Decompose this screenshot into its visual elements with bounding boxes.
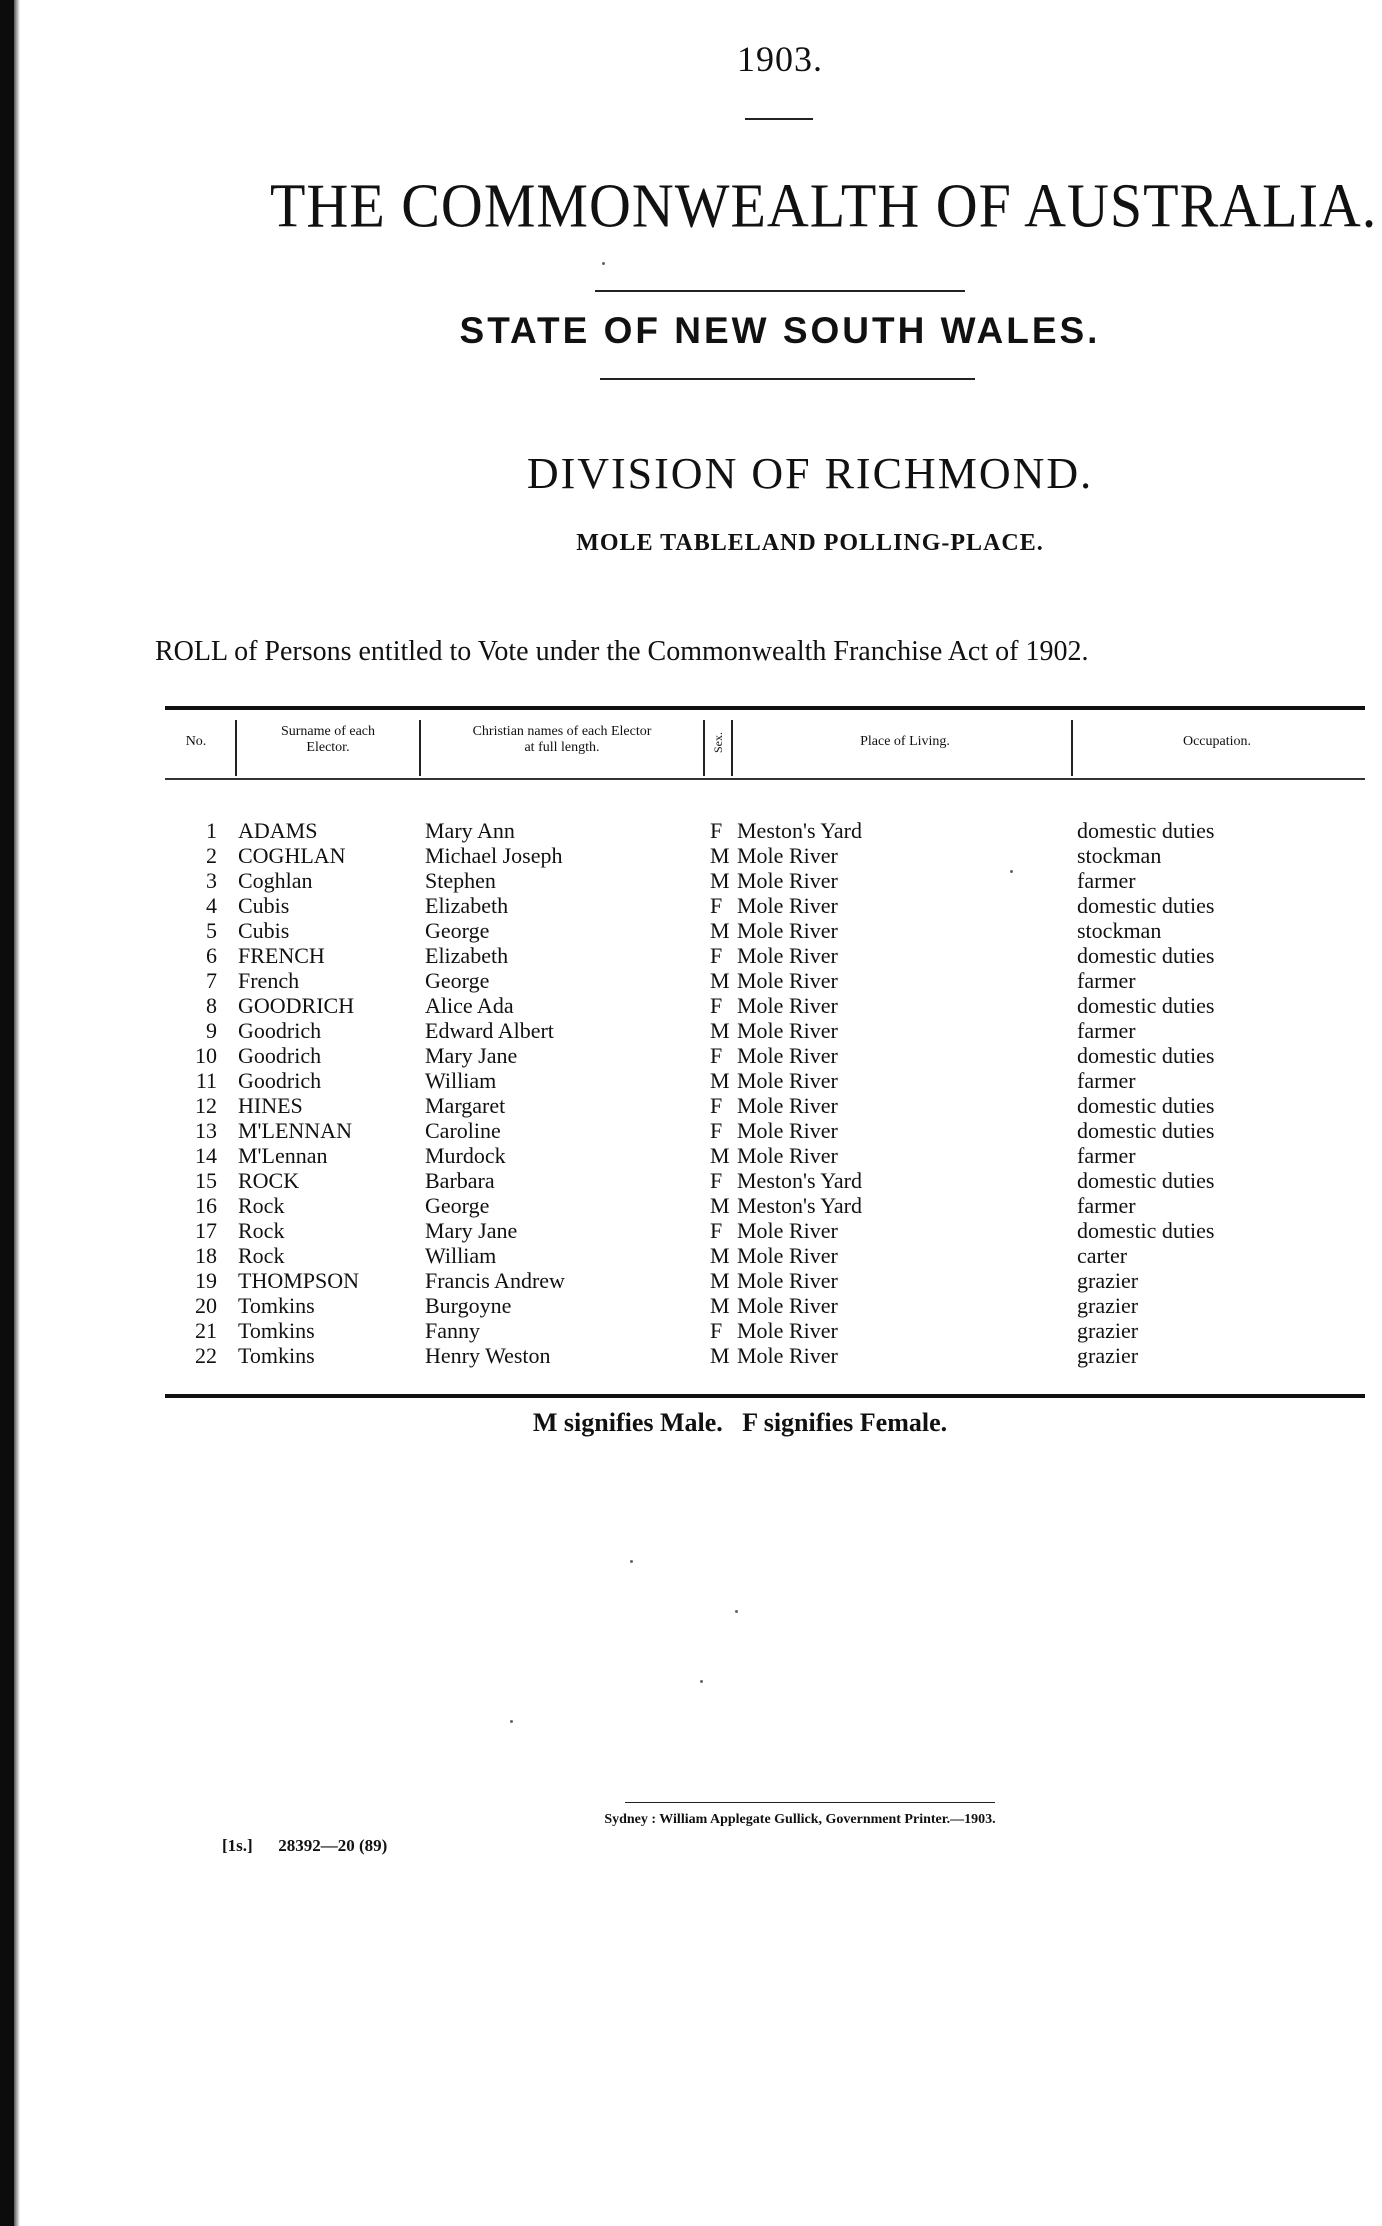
electoral-roll-table <box>165 706 1365 1398</box>
row-place: Mole River <box>737 1318 838 1343</box>
row-place: Mole River <box>737 868 838 893</box>
row-number: 1 <box>206 818 217 843</box>
row-christian-names: Francis Andrew <box>425 1268 565 1293</box>
row-place: Mole River <box>737 1043 838 1068</box>
row-occupation: farmer <box>1077 968 1136 993</box>
row-christian-names: George <box>425 968 490 993</box>
row-surname: Goodrich <box>238 1043 322 1068</box>
table-row <box>165 918 1365 943</box>
row-surname: COGHLAN <box>238 843 346 868</box>
row-surname: Tomkins <box>238 1343 315 1368</box>
row-christian-names: Mary Jane <box>425 1218 518 1243</box>
header-sex: Sex. <box>711 732 725 753</box>
row-number: 7 <box>206 968 217 993</box>
scan-speck <box>510 1720 513 1723</box>
row-sex: F <box>710 1168 723 1193</box>
row-surname: Rock <box>238 1218 285 1243</box>
division-heading: DIVISION OF RICHMOND. <box>526 449 1094 498</box>
row-surname: Cubis <box>238 893 290 918</box>
row-christian-names: Henry Weston <box>425 1343 551 1368</box>
printer-rule <box>625 1802 995 1803</box>
row-place: Mole River <box>737 843 838 868</box>
row-occupation: grazier <box>1077 1293 1139 1318</box>
table-row <box>165 1093 1365 1118</box>
row-sex: M <box>710 1018 730 1043</box>
row-sex: F <box>710 1043 723 1068</box>
year-rule <box>745 118 813 120</box>
row-sex: F <box>710 1318 723 1343</box>
row-place: Mole River <box>737 1068 838 1093</box>
row-christian-names: Alice Ada <box>425 993 514 1018</box>
row-sex: M <box>710 1343 730 1368</box>
row-surname: Goodrich <box>238 1018 322 1043</box>
row-christian-names: Burgoyne <box>425 1293 512 1318</box>
row-surname: FRENCH <box>238 943 325 968</box>
header-no: No. <box>185 734 207 749</box>
table-row <box>165 1043 1365 1068</box>
row-christian-names: Fanny <box>425 1318 480 1343</box>
row-number: 4 <box>206 893 217 918</box>
row-place: Mole River <box>737 943 838 968</box>
scan-speck <box>1010 870 1013 873</box>
table-row <box>165 968 1365 993</box>
scan-speck <box>602 262 605 265</box>
table-row <box>165 818 1365 843</box>
row-surname: Coghlan <box>238 868 313 893</box>
row-occupation: domestic duties <box>1077 1218 1215 1243</box>
row-surname: Rock <box>238 1243 285 1268</box>
row-christian-names: Elizabeth <box>425 893 509 918</box>
row-place: Mole River <box>737 1218 838 1243</box>
row-sex: F <box>710 1118 723 1143</box>
row-surname: M'Lennan <box>238 1143 328 1168</box>
scan-speck <box>630 1560 633 1563</box>
row-surname: Tomkins <box>238 1318 315 1343</box>
table-row <box>165 1318 1365 1343</box>
row-occupation: stockman <box>1077 843 1162 868</box>
header-divider <box>1071 720 1073 776</box>
row-number: 14 <box>195 1143 217 1168</box>
row-surname: HINES <box>238 1093 303 1118</box>
row-number: 21 <box>195 1318 217 1343</box>
row-christian-names: William <box>425 1068 497 1093</box>
row-occupation: domestic duties <box>1077 943 1215 968</box>
row-occupation: grazier <box>1077 1318 1139 1343</box>
header-divider <box>703 720 705 776</box>
table-row <box>165 1293 1365 1318</box>
row-occupation: farmer <box>1077 1143 1136 1168</box>
row-place: Mole River <box>737 1018 838 1043</box>
row-number: 19 <box>195 1268 217 1293</box>
binding-shadow <box>14 0 20 2226</box>
row-occupation: stockman <box>1077 918 1162 943</box>
row-surname: ROCK <box>238 1168 300 1193</box>
row-christian-names: Mary Ann <box>425 818 515 843</box>
table-row <box>165 1343 1365 1368</box>
row-place: Mole River <box>737 893 838 918</box>
table-row <box>165 943 1365 968</box>
table-row <box>165 1168 1365 1193</box>
row-number: 6 <box>206 943 217 968</box>
binding-edge <box>0 0 14 2226</box>
row-sex: M <box>710 918 730 943</box>
row-christian-names: Murdock <box>425 1143 506 1168</box>
row-place: Mole River <box>737 968 838 993</box>
state-rule <box>600 378 975 380</box>
row-christian-names: Margaret <box>425 1093 506 1118</box>
row-occupation: farmer <box>1077 1018 1136 1043</box>
row-occupation: domestic duties <box>1077 993 1215 1018</box>
header-occupation: Occupation. <box>1182 734 1252 749</box>
row-christian-names: Edward Albert <box>425 1018 554 1043</box>
row-occupation: grazier <box>1077 1343 1139 1368</box>
row-occupation: domestic duties <box>1077 1043 1215 1068</box>
row-christian-names: Barbara <box>425 1168 495 1193</box>
row-sex: F <box>710 943 723 968</box>
row-christian-names: William <box>425 1243 497 1268</box>
row-place: Mole River <box>737 1268 838 1293</box>
row-number: 16 <box>195 1193 217 1218</box>
table-row <box>165 843 1365 868</box>
row-occupation: domestic duties <box>1077 1118 1215 1143</box>
table-header <box>165 710 1365 778</box>
row-occupation: farmer <box>1077 1193 1136 1218</box>
row-place: Mole River <box>737 993 838 1018</box>
row-occupation: farmer <box>1077 868 1136 893</box>
table-row <box>165 1218 1365 1243</box>
row-number: 3 <box>206 868 217 893</box>
row-number: 9 <box>206 1018 217 1043</box>
row-surname: Rock <box>238 1193 285 1218</box>
table-body <box>165 780 1365 1368</box>
row-number: 18 <box>195 1243 217 1268</box>
row-place: Mole River <box>737 1093 838 1118</box>
row-christian-names: Michael Joseph <box>425 843 563 868</box>
row-sex: M <box>710 1293 730 1318</box>
row-occupation: domestic duties <box>1077 1093 1215 1118</box>
row-sex: F <box>710 893 723 918</box>
document-title: THE COMMONWEALTH OF AUSTRALIA. <box>270 170 1378 241</box>
row-occupation: domestic duties <box>1077 1168 1215 1193</box>
row-christian-names: George <box>425 1193 490 1218</box>
row-surname: Goodrich <box>238 1068 322 1093</box>
sex-legend: M signifies Male. F signifies Female. <box>532 1408 948 1437</box>
row-number: 15 <box>195 1168 217 1193</box>
row-place: Meston's Yard <box>737 1193 862 1218</box>
header-divider <box>731 720 733 776</box>
title-rule <box>595 290 965 292</box>
table-row <box>165 1243 1365 1268</box>
row-occupation: carter <box>1077 1243 1128 1268</box>
row-surname: THOMPSON <box>238 1268 360 1293</box>
row-number: 12 <box>195 1093 217 1118</box>
header-divider <box>235 720 237 776</box>
row-sex: M <box>710 1193 730 1218</box>
row-place: Mole River <box>737 918 838 943</box>
row-occupation: domestic duties <box>1077 893 1215 918</box>
row-surname: M'LENNAN <box>238 1118 352 1143</box>
row-christian-names: Stephen <box>425 868 496 893</box>
table-row <box>165 993 1365 1018</box>
roll-heading: ROLL of Persons entitled to Vote under the Commonwealth Franchise Act of 1902. <box>155 636 1089 667</box>
header-christian-names: Christian names of each Elector at full length. <box>472 724 652 755</box>
row-sex: F <box>710 818 723 843</box>
row-place: Meston's Yard <box>737 1168 862 1193</box>
row-sex: M <box>710 1268 730 1293</box>
row-number: 13 <box>195 1118 217 1143</box>
table-row <box>165 868 1365 893</box>
row-place: Mole River <box>737 1243 838 1268</box>
row-number: 5 <box>206 918 217 943</box>
row-sex: M <box>710 1243 730 1268</box>
row-occupation: farmer <box>1077 1068 1136 1093</box>
row-sex: F <box>710 1093 723 1118</box>
table-bottom-rule <box>165 1394 1365 1398</box>
header-divider <box>419 720 421 776</box>
print-job-code: [1s.] 28392—20 (89) <box>222 1836 388 1855</box>
row-number: 11 <box>195 1068 217 1093</box>
row-surname: ADAMS <box>238 818 318 843</box>
row-number: 10 <box>195 1043 217 1068</box>
row-place: Mole River <box>737 1293 838 1318</box>
table-row <box>165 1018 1365 1043</box>
row-number: 20 <box>195 1293 217 1318</box>
row-sex: M <box>710 1143 730 1168</box>
row-surname: Cubis <box>238 918 290 943</box>
row-number: 17 <box>195 1218 217 1243</box>
table-row <box>165 893 1365 918</box>
state-heading: STATE OF NEW SOUTH WALES. <box>459 310 1101 351</box>
row-surname: Tomkins <box>238 1293 315 1318</box>
row-christian-names: Caroline <box>425 1118 501 1143</box>
row-place: Mole River <box>737 1343 838 1368</box>
header-surname: Surname of each Elector. <box>280 724 376 755</box>
table-row <box>165 1193 1365 1218</box>
row-christian-names: George <box>425 918 490 943</box>
header-place-of-living: Place of Living. <box>860 734 950 749</box>
printer-imprint: Sydney : William Applegate Gullick, Government Printer.—1903. <box>604 1812 996 1827</box>
table-row <box>165 1068 1365 1093</box>
row-sex: M <box>710 1068 730 1093</box>
table-row <box>165 1143 1365 1168</box>
row-christian-names: Elizabeth <box>425 943 509 968</box>
row-sex: F <box>710 993 723 1018</box>
row-place: Meston's Yard <box>737 818 862 843</box>
row-number: 8 <box>206 993 217 1018</box>
row-sex: F <box>710 1218 723 1243</box>
row-occupation: domestic duties <box>1077 818 1215 843</box>
row-surname: French <box>238 968 300 993</box>
row-place: Mole River <box>737 1118 838 1143</box>
row-christian-names: Mary Jane <box>425 1043 518 1068</box>
row-sex: M <box>710 843 730 868</box>
polling-place-heading: MOLE TABLELAND POLLING-PLACE. <box>576 530 1044 556</box>
year-heading: 1903. <box>737 39 823 79</box>
scan-speck <box>700 1680 703 1683</box>
row-sex: M <box>710 968 730 993</box>
row-number: 2 <box>206 843 217 868</box>
row-occupation: grazier <box>1077 1268 1139 1293</box>
row-sex: M <box>710 868 730 893</box>
row-number: 22 <box>195 1343 217 1368</box>
table-row <box>165 1118 1365 1143</box>
scan-speck <box>735 1610 738 1613</box>
row-place: Mole River <box>737 1143 838 1168</box>
row-surname: GOODRICH <box>238 993 355 1018</box>
table-row <box>165 1268 1365 1293</box>
